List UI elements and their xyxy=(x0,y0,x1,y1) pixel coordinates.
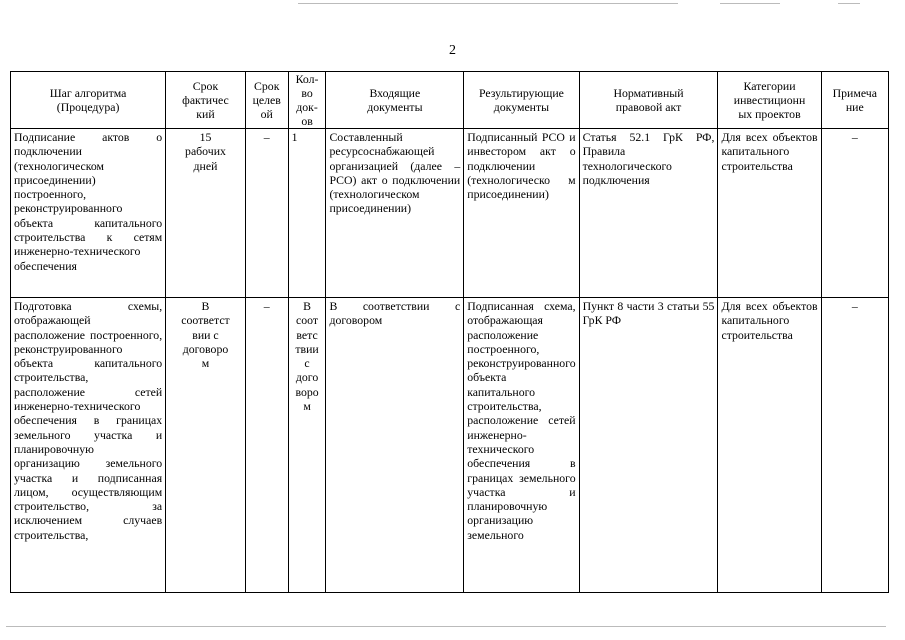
header-doc-count: Кол- во док- ов xyxy=(288,72,326,129)
cell-legal-act: Статья 52.1 ГрК РФ, Правила технологического подключения xyxy=(579,129,718,298)
cell-actual-term: В соответст вии с договоро м xyxy=(166,298,246,593)
cell-note: – xyxy=(821,129,888,298)
scan-artifact-bottom xyxy=(0,626,905,629)
cell-target-term: – xyxy=(245,298,288,593)
scan-artifact-top xyxy=(0,3,905,6)
header-actual-term: Срок фактичес кий xyxy=(166,72,246,129)
cell-categories: Для всех объектов капитального строительства xyxy=(718,129,821,298)
cell-doc-count: 1 xyxy=(288,129,326,298)
table-header-row xyxy=(11,72,889,129)
header-result-docs: Результирующие документы xyxy=(464,72,579,129)
cell-result-docs: Подписанный РСО и инвестором акт о подключении (технологическо м присоединении) xyxy=(464,129,579,298)
header-input-docs: Входящие документы xyxy=(326,72,464,129)
table-row xyxy=(11,129,889,298)
cell-actual-term: 15 рабочих дней xyxy=(166,129,246,298)
cell-note: – xyxy=(821,298,888,593)
cell-categories: Для всех объектов капитального строительства xyxy=(718,298,821,593)
cell-legal-act: Пункт 8 части 3 статьи 55 ГрК РФ xyxy=(579,298,718,593)
header-legal-act: Нормативный правовой акт xyxy=(579,72,718,129)
cell-target-term: – xyxy=(245,129,288,298)
algorithm-table xyxy=(10,71,889,593)
table-row xyxy=(11,298,889,593)
cell-step: Подписание актов о подключении (технологическом присоединении) построенного, реконструированного объекта капитального строительства к сетям инженерно-технического обеспечения xyxy=(11,129,166,298)
header-categories: Категории инвестиционн ых проектов xyxy=(718,72,821,129)
cell-doc-count: В соот ветс твии с дого воро м xyxy=(288,298,326,593)
cell-step: Подготовка схемы, отображающей расположение построенного, реконструированного объекта капитального строительства, расположение сетей инженерно-технического обеспечения в границах земельного участка и планировочную организацию земельного участка и подписанная лицом, осуществляющим строительство, за исключением случаев строительства, xyxy=(11,298,166,593)
header-target-term: Срок целев ой xyxy=(245,72,288,129)
cell-result-docs: Подписанная схема, отображающая расположение построенного, реконструированного объекта капитального строительства, расположение сетей инженерно-технического обеспечения в границах земельного участка и планировочную организацию земельного xyxy=(464,298,579,593)
header-note: Примеча ние xyxy=(821,72,888,129)
cell-input-docs: В соответствии с договором xyxy=(326,298,464,593)
page-number: 2 xyxy=(449,43,456,58)
cell-input-docs: Составленный ресурсоснабжающей организацией (далее – РСО) акт о подключении (технологическом присоединении) xyxy=(326,129,464,298)
header-step: Шаг алгоритма (Процедура) xyxy=(11,72,166,129)
